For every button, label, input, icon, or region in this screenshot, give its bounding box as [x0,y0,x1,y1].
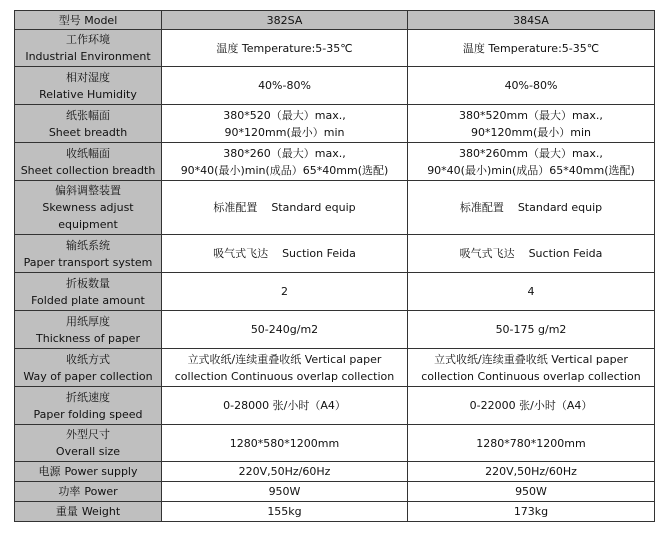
row-label [15,105,162,143]
cell-382sa [162,30,408,67]
table-row [15,105,655,143]
row-label [15,462,162,482]
row-label-cn: 工作环境 [66,33,110,46]
cell-384sa [408,311,655,349]
cell-line: 173kg [513,505,549,518]
row-label-cn: 重量 [55,505,78,518]
cell-384sa [408,105,655,143]
cell-line: 2 [281,285,288,298]
row-label-cn: 折纸速度 [66,390,110,404]
cell-384sa [408,143,655,181]
row-label-en: Skewness adjust equipment [42,201,134,231]
cell-line: 50-175 g/m2 [495,323,567,336]
row-label-cn: 用纸厚度 [66,314,110,328]
row-label-en: Way of paper collection [23,369,153,383]
cell-line: 380*260（最大）max., [223,146,346,160]
row-label [15,30,162,67]
row-label-en: Power [84,485,118,498]
cell-line: 标准配置 Standard equip [213,201,356,214]
header-model-382sa: 382SA [162,11,408,30]
row-label [15,181,162,235]
cell-384sa [408,482,655,502]
cell-line: 155kg [267,505,302,518]
table-row [15,181,655,235]
cell-line: 380*260mm（最大）max., [459,146,603,160]
row-label-en: Power supply [64,465,138,478]
cell-382sa [162,143,408,181]
cell-382sa [162,349,408,387]
row-label-cn: 折板数量 [66,276,110,290]
cell-384sa [408,425,655,462]
row-label-cn: 纸张幅面 [66,108,110,122]
table-row [15,482,655,502]
table-row [15,425,655,462]
cell-line: 温度 Temperature:5-35℃ [462,41,600,55]
row-label-cn: 功率 [58,485,81,498]
cell-line: 90*120mm(最小）min [224,125,345,139]
row-label-en: Paper folding speed [33,407,143,421]
table-row [15,67,655,105]
cell-line: 380*520（最大）max., [223,108,346,122]
cell-line: 吸气式飞达 Suction Feida [459,247,603,260]
row-label [15,311,162,349]
cell-line: 90*40(最小)min(成品）65*40mm(选配) [180,163,389,177]
row-label-cn: 输纸系统 [66,238,110,252]
cell-384sa [408,349,655,387]
cell-382sa [162,67,408,105]
cell-line: 0-28000 张/小时（A4） [223,399,346,412]
table-row [15,30,655,67]
row-label [15,502,162,522]
cell-line: 220V,50Hz/60Hz [238,465,331,478]
row-label [15,273,162,311]
cell-line: 1280*780*1200mm [476,436,586,450]
cell-line: collection Continuous overlap collection [421,369,641,383]
table-row [15,311,655,349]
cell-384sa [408,181,655,235]
row-label-en: Sheet breadth [48,125,128,139]
cell-line: 380*520mm（最大）max., [459,108,603,122]
row-label [15,349,162,387]
row-label-cn: 偏斜调整装置 [55,184,121,197]
cell-line: collection Continuous overlap collection [174,369,395,383]
row-label [15,143,162,181]
table-row [15,143,655,181]
row-label [15,235,162,273]
cell-384sa [408,235,655,273]
cell-line: 40%-80% [504,79,558,92]
cell-line: 立式收纸/连续重叠收纸 Vertical paper [187,352,382,366]
cell-line: 50-240g/m2 [250,323,319,336]
table-row [15,349,655,387]
cell-line: 40%-80% [258,79,311,92]
cell-line: 950W [515,485,547,498]
table-row [15,462,655,482]
row-label-en: Sheet collection breadth [20,163,156,177]
cell-line: 220V,50Hz/60Hz [485,465,577,478]
table-row [15,235,655,273]
cell-384sa [408,502,655,522]
cell-384sa [408,387,655,425]
row-label-cn: 电源 [38,465,61,478]
cell-382sa [162,387,408,425]
row-label [15,425,162,462]
table-row [15,502,655,522]
cell-line: 0-22000 张/小时（A4） [469,399,593,412]
cell-line: 1280*580*1200mm [229,436,340,450]
cell-382sa [162,273,408,311]
row-label [15,482,162,502]
row-label-en: Folded plate amount [31,293,145,307]
row-label-cn: 相对湿度 [66,70,110,84]
row-label [15,387,162,425]
row-label-cn: 外型尺寸 [66,428,110,441]
table-row [15,387,655,425]
header-model-384sa: 384SA [408,11,655,30]
cell-384sa [408,462,655,482]
header-row [15,11,655,30]
row-label-en: Relative Humidity [39,87,137,101]
cell-382sa [162,502,408,522]
cell-382sa [162,425,408,462]
cell-line: 950W [268,485,301,498]
cell-384sa [408,30,655,67]
cell-384sa [408,67,655,105]
cell-382sa [162,105,408,143]
cell-line: 立式收纸/连续重叠收纸 Vertical paper [434,352,628,366]
cell-line: 吸气式飞达 Suction Feida [213,247,356,260]
cell-line: 标准配置 Standard equip [459,201,603,214]
cell-384sa [408,273,655,311]
cell-382sa [162,235,408,273]
cell-382sa [162,462,408,482]
cell-382sa [162,311,408,349]
spec-table [14,10,655,522]
header-label: 型号 Model [15,11,162,30]
cell-382sa [162,181,408,235]
cell-382sa [162,482,408,502]
row-label-cn: 收纸方式 [66,352,110,366]
row-label-en: Industrial Environment [25,50,151,63]
table-row [15,273,655,311]
row-label-cn: 收纸幅面 [66,146,110,160]
row-label-en: Thickness of paper [36,331,140,345]
cell-line: 90*120mm(最小）min [471,125,591,139]
cell-line: 温度 Temperature:5-35℃ [216,41,353,55]
row-label-en: Paper transport system [23,255,153,269]
cell-line: 4 [527,285,535,298]
row-label-en: Weight [81,505,121,518]
row-label-en: Overall size [55,445,121,458]
row-label [15,67,162,105]
cell-line: 90*40(最小)min(成品）65*40mm(选配) [427,163,635,177]
